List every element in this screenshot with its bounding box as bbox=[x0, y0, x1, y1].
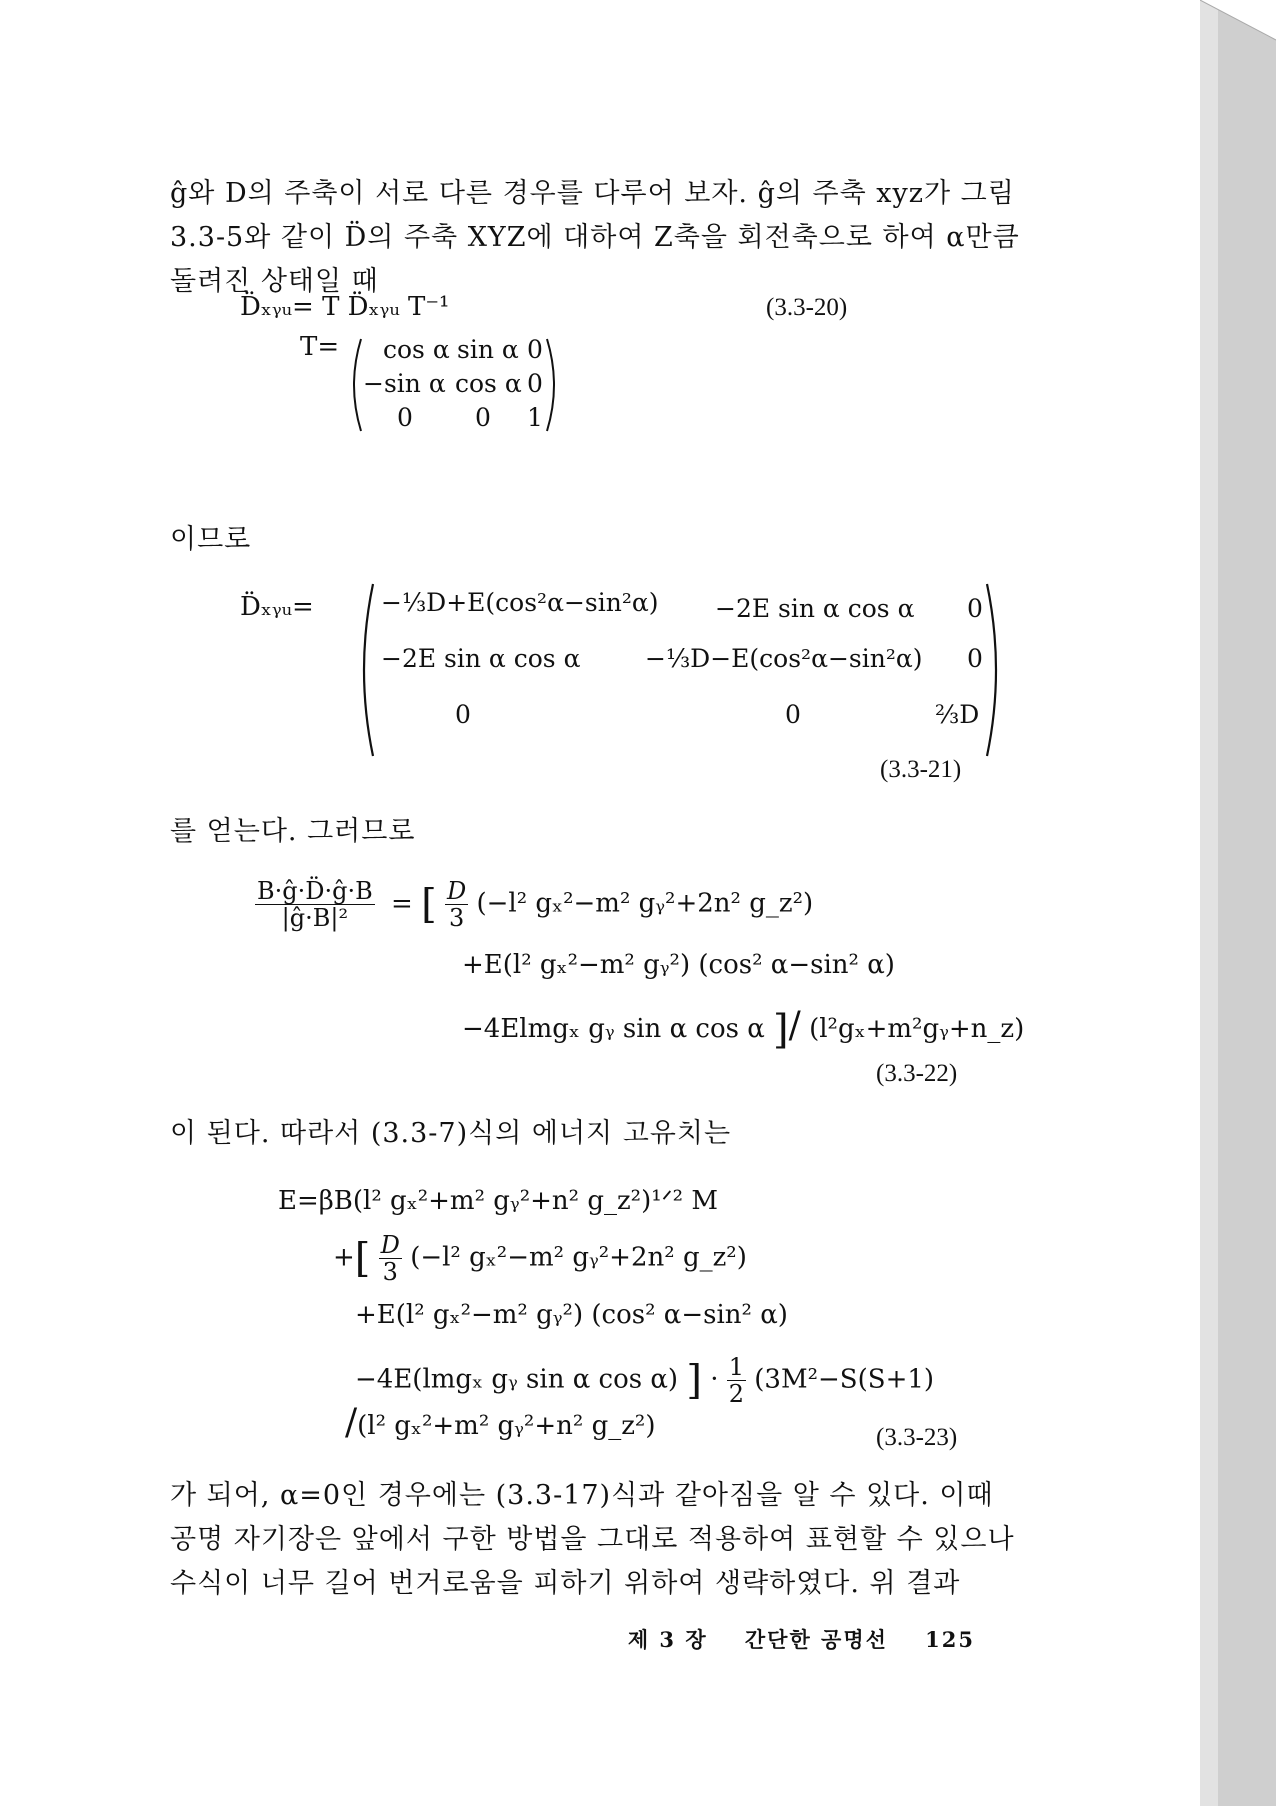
eq23-line2-wrap: +[ $\frac{D}{3}$ (−l² gₓ²−m² gᵧ²+2n² g_z²) bbox=[333, 1231, 747, 1286]
cell-r2c1: −sin α bbox=[363, 369, 446, 398]
equation-number-20: (3.3-20) bbox=[766, 294, 848, 321]
eq23-line4-text: −4E(lmgₓ gᵧ sin α cos α) bbox=[355, 1364, 679, 1395]
eq22-line1: (−l² gₓ²−m² gᵧ²+2n² g_z²) bbox=[476, 888, 814, 919]
eq23-line5: /(l² gₓ²+m² gᵧ²+n² g_z²) bbox=[345, 1402, 656, 1443]
lhs-denominator: |ĝ·B|² bbox=[281, 904, 349, 932]
cell-r2c2: −⅓D−E(cos²α−sin²α) bbox=[645, 644, 923, 673]
eq23-line4: −4E(lmgₓ gᵧ sin α cos α) ] · $\frac{1}{2}$ (3M²−S(S+1) bbox=[355, 1353, 935, 1408]
cell-r3c3: 1 bbox=[527, 403, 543, 432]
page-footer bbox=[628, 1624, 975, 1654]
matrix-d-label: D̈ₓᵧᵤ= bbox=[240, 592, 314, 622]
equation-3-3-22-lhs: $\frac{B\cdot ĝ\cdot D̈\cdot ĝ\cdot B}{\text{|ĝ·B|²}}$ = [ $\frac{D}{3}$ (−l² gₓ²−m² gᵧ²+2n² g_z²) bbox=[257, 877, 814, 932]
cell-r3c3: ⅔D bbox=[935, 700, 980, 729]
eq22-line3-tail: (l²gₓ+m²gᵧ+n_z) bbox=[809, 1014, 1025, 1044]
cell-r3c1: 0 bbox=[455, 700, 471, 729]
eq23-line3: +E(l² gₓ²−m² gᵧ²) (cos² α−sin² α) bbox=[355, 1300, 788, 1330]
cell-r1c1: cos α bbox=[383, 335, 450, 364]
left-paren-large bbox=[355, 580, 377, 760]
cell-r3c2: 0 bbox=[785, 700, 801, 729]
cell-r1c2: sin α bbox=[457, 335, 519, 364]
eq23-line5-text: (l² gₓ²+m² gᵧ²+n² g_z²) bbox=[357, 1411, 656, 1441]
right-paren-large bbox=[983, 580, 1005, 760]
cell-r1c3: 0 bbox=[967, 594, 983, 623]
cell-r1c3: 0 bbox=[527, 335, 543, 364]
right-paren bbox=[543, 335, 563, 435]
page-number: 125 bbox=[925, 1627, 975, 1652]
equation-3-3-20: D̈ₓᵧᵤ= T D̈ₓᵧᵤ T⁻¹ bbox=[240, 292, 450, 322]
d-over-3-fraction-2: $\frac{D}{3}$ bbox=[380, 1231, 400, 1286]
chapter-label: 제 3 장 bbox=[627, 1627, 708, 1652]
book-spine-edge bbox=[1200, 0, 1276, 1806]
eq23-line2: (−l² gₓ²−m² gᵧ²+2n² g_z²) bbox=[410, 1242, 747, 1273]
cell-r3c1: 0 bbox=[397, 403, 413, 432]
lhs-fraction bbox=[255, 878, 375, 931]
equation-number-23: (3.3-23) bbox=[876, 1424, 958, 1451]
lhs-numerator: B·ĝ·D̈·ĝ·B bbox=[257, 877, 373, 905]
rotation-matrix bbox=[345, 335, 565, 435]
paragraph-therefore: 이므로 bbox=[170, 524, 252, 555]
paragraph-conclusion: 가 되어, α=0인 경우에는 (3.3-17)식과 같아짐을 알 수 있다. 이때 공명 자기장은 앞에서 구한 방법을 그대로 적용하여 표현할 수 있으나 수식이 너무 길어 번거로움을 피하기 위하여 생략하였다. 위 결과 bbox=[170, 1480, 1015, 1599]
paragraph-obtain: 를 얻는다. 그러므로 bbox=[170, 816, 416, 847]
one-half-fraction: $\frac{1}{2}$ bbox=[728, 1353, 745, 1408]
d-tensor-matrix bbox=[355, 580, 1005, 760]
eq22-line3: −4Elmgₓ gᵧ sin α cos α ]/ (l²gₓ+m²gᵧ+n_z) bbox=[462, 1005, 1025, 1053]
cell-r2c3: 0 bbox=[527, 369, 543, 398]
equation-number-21: (3.3-21) bbox=[880, 756, 962, 783]
cell-r2c1: −2E sin α cos α bbox=[381, 644, 581, 673]
cell-r3c2: 0 bbox=[475, 403, 491, 432]
left-paren bbox=[345, 335, 365, 435]
cell-r2c2: cos α bbox=[455, 369, 522, 398]
chapter-title: 간단한 공명선 bbox=[744, 1627, 888, 1652]
paragraph-intro: ĝ와 D의 주축이 서로 다른 경우를 다루어 보자. ĝ의 주축 xyz가 그림 3.3-5와 같이 D̈의 주축 XYZ에 대하여 Z축을 회전축으로 하여 α만큼 돌려진 상태일 때 bbox=[170, 178, 1020, 297]
eq22-line3-text: −4Elmgₓ gᵧ sin α cos α bbox=[462, 1014, 765, 1044]
matrix-t-label: T= bbox=[300, 332, 340, 362]
cell-r1c1: −⅓D+E(cos²α−sin²α) bbox=[381, 588, 659, 617]
equation-number-22: (3.3-22) bbox=[876, 1060, 958, 1087]
page-edge-shading bbox=[1200, 0, 1276, 1806]
eq23-line1: E=βB(l² gₓ²+m² gᵧ²+n² g_z²)¹ᐟ² M bbox=[278, 1186, 718, 1216]
eq22-line2: +E(l² gₓ²−m² gᵧ²) (cos² α−sin² α) bbox=[462, 950, 895, 980]
paragraph-becomes: 이 된다. 따라서 (3.3-7)식의 에너지 고유치는 bbox=[170, 1118, 732, 1149]
d-over-3-fraction: $\frac{D}{3}$ bbox=[446, 877, 467, 932]
cell-r1c2: −2E sin α cos α bbox=[715, 594, 915, 623]
cell-r2c3: 0 bbox=[967, 644, 983, 673]
eq23-line4-tail: (3M²−S(S+1) bbox=[754, 1364, 935, 1395]
